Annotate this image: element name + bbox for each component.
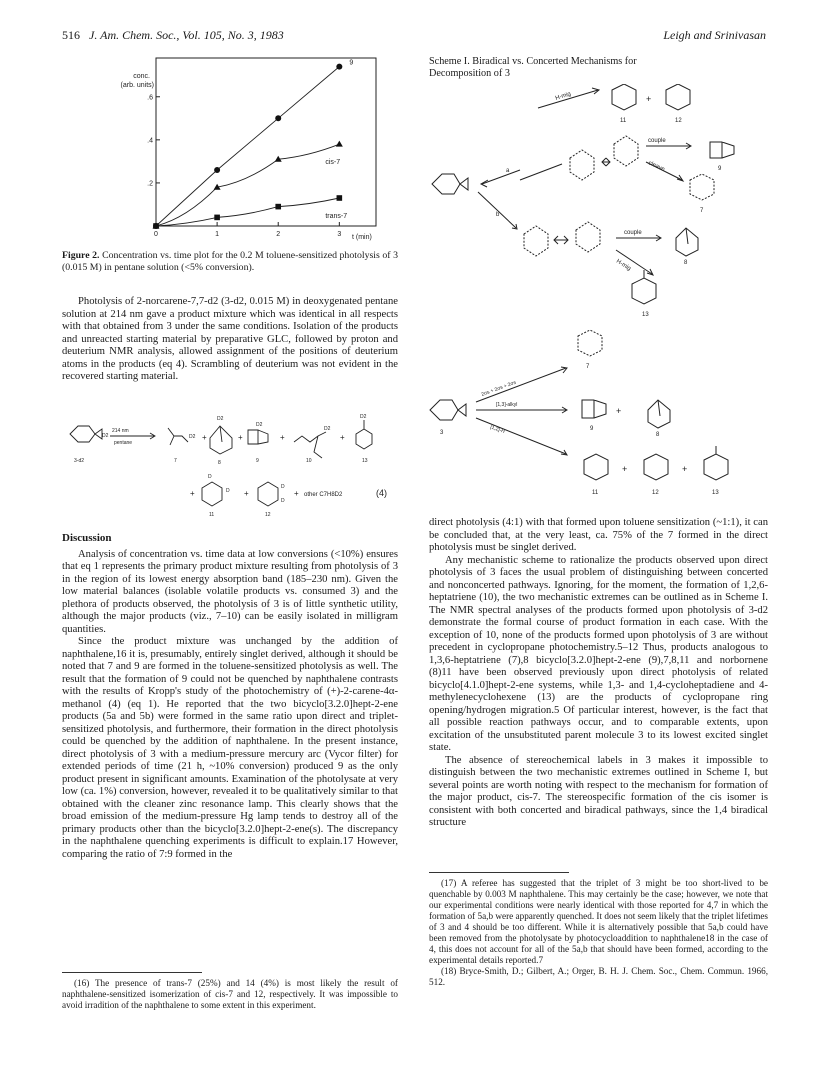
scheme-1-title xyxy=(429,56,679,80)
scheme-label-11: 11 xyxy=(620,118,627,124)
scheme-label-h-mig: H-mig xyxy=(614,258,632,273)
eq4-plus: + xyxy=(238,433,243,442)
discussion-paragraph-1: Analysis of concentration vs. time data at low conversions (<10%) ensures that eq 1 represents the primary product mixture resulting from photolysis of 3 in the region of its lowest energy absorption band (185–230 nm). Given the low material balances (isolable volatile products vs. consumed 3) and the plethora of products observed, the photolysis of 3 is of little synthetic utility, although the major products (viz., 7–10) can be easily isolated in milligram quantities. xyxy=(62,548,398,635)
right-paragraph-2: Any mechanistic scheme to rationalize the products observed upon direct photolysis of 3 faces the usual problem of distinguishing between concerted and nonconcerted pathways. Ignoring, for the moment, the formation of 1,2,6-heptatriene (10), the two mechanistic extremes can be outlined as in Scheme I. The NMR spectral analyses of the products formed upon photolysis of 3-d2 demonstrate the formal course of product formation in each case. With the exception of 10, none of the products formed upon photolysis of 3 are without precedent in cyclopropane photochemistry.5–12 Thus, products analogous to 1,3,6-heptatriene (7),8 bicyclo[3.2.0]hept-2-ene (9),7,8,11 and norbornene (8)11 have been observed previously upon direct photolysis of related bicyclo[4.1.0]hept-2-ene systems, while 1,3- and 1,4-cycloheptadiene and 4-methylenecyclohexene (13) are the products of cyclopropane ring opening/hydrogen migration.5 Of particular interest, however, is the fact that all possible reaction pathways occur, and to comparable extents, upon excitation of the unsubstituted parent molecule 3 to its lowest excited singlet state. xyxy=(429,554,768,753)
right-body-text xyxy=(429,517,768,830)
scheme-path-low: [1,2]-H xyxy=(489,424,506,436)
footnote-18-text: (18) Bryce-Smith, D.; Gilbert, A.; Orger, B. H. J. Chem. Soc., Chem. Commun. 1966, 512. xyxy=(429,966,768,987)
eq4-d-label: D xyxy=(208,474,212,480)
data-point-trans-7 xyxy=(153,223,159,229)
page-header xyxy=(62,28,766,44)
figure-2-caption-text: Concentration vs. time plot for the 0.2 M toluene-sensitized photolysis of 3 (0.015 M) in pentane solution (<5% conversion). xyxy=(62,250,398,273)
eq4-label-7: 7 xyxy=(174,458,177,464)
scheme-label-12: 12 xyxy=(675,118,682,124)
photolysis-paragraph: Photolysis of 2-norcarene-7,7-d2 (3-d2, 0.015 M) in deoxygenated pentane solution at 214 nm gave a product mixture which was identical in all respects with that obtained from 3 under the same conditions. Isolation of the products and unreacted starting material by preparative GLC, followed by proton and deuterium NMR analysis, allowed assignment of the positions of deuterium atoms in the products (eq 4). Scrambling of deuterium was not evident in the recovered starting material. xyxy=(62,296,398,382)
eq4-d-label: D xyxy=(281,498,285,504)
scheme-path-mid: [1,3]-alkyl xyxy=(496,402,518,408)
figure-2-label: Figure 2. xyxy=(62,250,100,261)
header-authors: Leigh and Srinivasan xyxy=(663,28,766,42)
data-point-trans-7 xyxy=(214,215,220,221)
footnote-16 xyxy=(62,978,398,1011)
eq4-plus: + xyxy=(202,433,207,442)
concentration-time-plot xyxy=(70,50,398,248)
eq4-label-10: 10 xyxy=(306,458,312,464)
scheme-label-8: 8 xyxy=(656,432,660,438)
eq4-other-products: other C7H8D2 xyxy=(304,492,343,498)
eq4-label-13: 13 xyxy=(362,458,368,464)
eq4-label-12: 12 xyxy=(265,512,271,518)
data-point-9 xyxy=(275,115,281,121)
footnote-16-text: (16) The presence of trans-7 (25%) and 14 (4%) is most likely the result of naphthalene-sensitized isomerization of cis-7 and 12, respectively. It was impossible to avoid irradition of the naphthalene to some extent in this experiment. xyxy=(62,978,398,1010)
scheme-label-cleave: cleave xyxy=(647,160,666,173)
eq4-plus: + xyxy=(294,489,299,498)
x-tick-label: 1 xyxy=(215,231,220,238)
plot-frame xyxy=(156,58,376,226)
eq4-plus: + xyxy=(244,489,249,498)
eq4-arrow-bottom: pentane xyxy=(114,440,133,446)
eq4-label-9: 9 xyxy=(256,458,259,464)
scheme-label-13: 13 xyxy=(712,490,719,496)
eq4-d2-label: D2 xyxy=(189,434,196,440)
y-tick-label: .2 xyxy=(147,180,153,188)
data-point-9 xyxy=(336,64,342,70)
scheme-label-9: 9 xyxy=(590,426,594,432)
eq4-number: (4) xyxy=(376,488,387,498)
series-label-9: 9 xyxy=(349,59,354,67)
scheme-label-11: 11 xyxy=(592,490,599,496)
journal-citation: J. Am. Chem. Soc., Vol. 105, No. 3, 1983 xyxy=(89,28,284,42)
eq4-d2-label: D2 xyxy=(256,422,263,428)
scheme-label-7: 7 xyxy=(700,208,704,214)
eq4-d-label: D xyxy=(281,484,285,490)
data-point-9 xyxy=(214,167,220,173)
equation-4-scheme xyxy=(62,412,398,522)
scheme-label-7: 7 xyxy=(586,364,590,370)
scheme-label-couple: couple xyxy=(624,230,642,236)
eq4-plus: + xyxy=(340,433,345,442)
discussion-heading: Discussion xyxy=(62,532,112,544)
scheme-label-13: 13 xyxy=(642,312,649,318)
x-tick-label: 2 xyxy=(276,231,281,238)
scheme-label-8: 8 xyxy=(684,260,688,266)
eq4-d2-label: D2 xyxy=(217,416,224,422)
scheme-plus: + xyxy=(682,464,688,474)
eq4-label-3d2: 3-d2 xyxy=(74,458,85,464)
y-axis-label: conc. xyxy=(133,73,150,80)
series-label-cis-7: cis-7 xyxy=(325,159,341,167)
scheme-plus: + xyxy=(616,406,622,416)
right-paragraph-3: The absence of stereochemical labels in 3 makes it impossible to distinguish between the two mechanistic extremes outlined in Scheme I, but several points are worth noting with respect to the mechanism for formation of the major product, cis-7. The stereospecific formation of the cis isomer is consistent with both concerted and biradical pathways, since the 1,4 biradical structure xyxy=(429,754,768,828)
x-tick-label: 3 xyxy=(337,231,342,238)
eq4-label-8: 8 xyxy=(218,460,221,466)
scheme-plus: + xyxy=(622,464,628,474)
figure-2-chart xyxy=(70,50,398,248)
header-left xyxy=(62,28,284,43)
data-point-cis-7 xyxy=(336,141,343,147)
x-axis-label: t (min) xyxy=(352,234,372,241)
right-footnotes xyxy=(429,878,768,988)
y-tick-label: .4 xyxy=(147,137,153,145)
discussion-section xyxy=(62,532,398,861)
scheme-label-9: 9 xyxy=(718,166,722,172)
x-tick-label: 0 xyxy=(154,231,158,238)
eq4-d2-label: D2 xyxy=(102,433,109,439)
scheme-label-a: a xyxy=(506,168,510,174)
scheme-path-top: 2σs + 2σs + 2σs xyxy=(480,379,517,398)
eq4-arrow-top: 214 nm xyxy=(112,428,129,434)
right-paragraph-1: direct photolysis (4:1) with that formed upon toluene sensitization (~1:1), it can be concluded that, at the very least, ca. 75% of the 7 formed in the direct photolysis must be singlet derived. xyxy=(429,517,768,553)
data-point-trans-7 xyxy=(337,195,343,201)
scheme-label-h-mig: H-mig xyxy=(554,91,572,102)
body-paragraph-1 xyxy=(62,296,398,384)
y-tick-label: .6 xyxy=(147,94,153,102)
data-point-trans-7 xyxy=(275,204,281,210)
scheme-label-b: b xyxy=(496,212,500,218)
equation-4 xyxy=(62,412,398,522)
footnote-rule xyxy=(62,972,202,973)
footnote-rule xyxy=(429,872,569,873)
series-line-9 xyxy=(156,67,339,226)
scheme-label-couple: couple xyxy=(648,138,666,144)
footnote-17-text: (17) A referee has suggested that the triplet of 3 might be too short-lived to be quenchable by 0.003 M naphthalene. This may certainly be the case; however, we note that our experimental conditions were nearly identical with those reported for 4,7 in which the formation of 5a,b were apparently quenched. It does not seem likely that the triplet lifetimes of 3 and 4 should be too different. While it is alternatively possible that 5a,b could have been removed from the photolysate by photocycloaddition to naphthalene18 in the case of 4, this does not account for all of the 5a,b that should have been formed, according to the experimental details reported.7 xyxy=(429,878,768,965)
eq4-d2-label: D2 xyxy=(360,414,367,420)
series-label-trans-7: trans-7 xyxy=(325,213,348,220)
y-axis-label-units: (arb. units) xyxy=(120,82,154,89)
discussion-paragraph-2: Since the product mixture was unchanged by the addition of naphthalene,16 it is, presumably, entirely singlet derived, although it should be noted that 7 and 9 are formed in the toluene-sensitized photolysis as well. The result that the formation of 9 could not be quenched by naphthalene contrasts with the results of Kropp's study of the photochemistry of (+)-2-carene-4α-methanol (4) (eq 1). He reported that the two bicyclo[3.2.0]hept-2-ene products (5a and 5b) were formed in the same ratio upon direct and triplet-sensitized photolysis, and furthermore, their formation in the direct photolysis could be quenched by the addition of naphthalene. In the present instance, direct photolysis of 3 with a medium-pressure mercury arc (Vycor filter) for extended periods of time (21 h, ~10% conversion) produced 9 as the only product present in significant amounts. Examination of the photolysate at very low (ca. 1%) conversion, however, revealed it to be qualitatively similar to that obtained with the cleaner zinc resonance lamp. This clearly shows that the broad emission of the medium-pressure Hg lamp tends to destroy all of the primary products other than the bicyclo[3.2.0]hept-2-ene(s). The discrepancy in the naphthalene quenching experiments is difficult to explain.17 However, comparing the ratio of 7:9 formed in the xyxy=(62,636,398,860)
eq4-label-11: 11 xyxy=(209,512,215,518)
scheme-plus: + xyxy=(646,94,652,104)
eq4-plus: + xyxy=(280,433,285,442)
scheme-label-3: 3 xyxy=(440,430,444,436)
scheme-label-12: 12 xyxy=(652,490,659,496)
scheme-1-title-text: Scheme I. Biradical vs. Concerted Mechanisms for Decomposition of 3 xyxy=(429,56,637,79)
eq4-d-label: D xyxy=(226,488,230,494)
scheme-1-diagram xyxy=(420,84,768,504)
figure-2-caption xyxy=(62,250,398,273)
page-number: 516 xyxy=(62,28,80,42)
scheme-1-svg xyxy=(420,84,768,504)
eq4-d2-label: D2 xyxy=(324,426,331,432)
eq4-plus: + xyxy=(190,489,195,498)
series-line-trans-7 xyxy=(156,198,339,226)
